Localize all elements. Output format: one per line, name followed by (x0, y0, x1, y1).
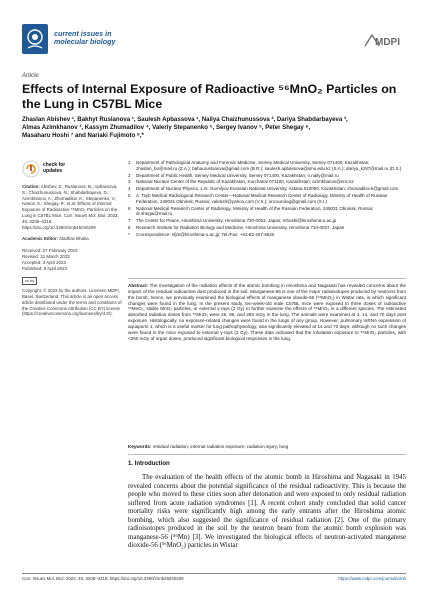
affiliation-text: Department of Public Health, Semey Medical University, Semey 071400, Kazakhstan; n.naily@mail.ru (136, 172, 339, 178)
mdpi-logo[interactable] (364, 34, 402, 48)
editor-label: Academic Editor: (22, 236, 59, 242)
affiliation-item (128, 179, 408, 185)
affiliation-text: Correspondence: nfjm@hiroshima-u.ac.jp; Tel./Fax: +81-82-257-5820 (136, 231, 275, 237)
affiliation-number: 2 (128, 172, 131, 178)
editor-block (22, 236, 122, 242)
affiliation-item (128, 186, 408, 192)
cc-license-icon[interactable]: cc by (22, 277, 37, 285)
check-updates-icon (22, 160, 40, 178)
correspondence (128, 232, 408, 238)
affiliation-item (128, 225, 408, 231)
footer-journal-link[interactable]: https://www.mdpi.com/journal/cimb (338, 576, 406, 581)
affiliation-number: 6 (128, 205, 131, 211)
citation-label: Citation: (22, 184, 40, 189)
authors-line3: Masaharu Hoshi ⁷ and Nariaki Fujimoto ⁸,* (22, 132, 144, 139)
citation-text: Abishev, Z.; Ruslanova, B.; Apbassova, S.; Chaizhunussova, N.; Shabdarbayeva, D.; Azimkhanov, A.; Zhumadilov, K.; Stepanenko, V.; Ivanov, S.; Shegay, P.; et al. Effects of Internal Exposure of Radioactive ⁵⁶MnO₂ Particles on the Lung in C57BL Mice. Curr. Issues Mol. Biol. 2023, 45, 3208–3218. https://doi.org/10.3390/cimb45040209 (22, 184, 119, 230)
affiliation-item (128, 218, 408, 224)
paper-title (22, 82, 402, 111)
editor-name: Madhav Bhatia (59, 236, 89, 242)
received-date: Received: 27 February 2023 (22, 248, 78, 254)
affiliation-number: 3 (128, 179, 131, 185)
journal-logo (22, 24, 48, 54)
affiliation-number: 5 (128, 192, 131, 198)
abstract-text: The investigation of the radiation effects of the atomic bombing in Hiroshima and Nagasaki has revealed concerns about the impact of the residual radioactive dust produced in the soil. Manganese-56 is one of the major radioisotopes produced by neutrons from the bomb; hence, we previously examined the biological effects of manganese dioxide-56 (⁵⁶MnO₂) in Wistar rats, in which significant changes were found in the lung. In the present study, ten-week-old male C57BL mice were exposed to three doses of radioactive ⁵⁶MnO₂, stable MnO₂ particles, or external γ-rays (2 Gy) to further examine the effects of ⁵⁶MnO₂ in a different species. The estimated absorbed radiation doses from ⁵⁶MnO₂ were 26, 96, and 250 mGy in the lung. The animals were examined at 3, 14, and 70 days post exposure. Histologically, no exposure-related changes were found in the lungs of any group. However, pulmonary mRNA expression of aquaporin 1, which is a useful marker for lung pathophysiology, was significantly elevated at 14 and 70 days, although no such changes were found in the mice exposed to external γ-rays (2 Gy). These data indicated that the inhalation exposure to ⁵⁶MnO₂ particles, with <250 mGy of organ doses, produced significant biological responses in the lung. (128, 283, 406, 341)
article-type: Article (22, 73, 39, 79)
affiliation-text: Research Institute for Radiation Biology and Medicine, Hiroshima University, Hiroshima 734-0037, Japan (136, 224, 345, 230)
citation-block (22, 184, 122, 230)
affiliation-number: * (128, 231, 130, 237)
affiliation-text: Department of Pathological Anatomy and Forensic Medicine, Semey Medical University, Semey 071400, Kazakhstan; zhaslan_bo@mail.ru (Z.A.); bahaurusloanva@gmail.com (B.R.); saulesh.apbassova@smu.edu.kz (S.A.); dariya_kz87@mail.ru (D.S.) (136, 160, 402, 171)
author-list (22, 116, 406, 140)
published-date: Published: 6 April 2023 (22, 265, 67, 271)
keywords-bottom-divider (128, 454, 406, 455)
paper-title-line2: the Lung in C57BL Mice (22, 96, 163, 111)
affiliation-item (128, 206, 408, 218)
accepted-date: Accepted: 3 April 2023 (22, 259, 66, 265)
affiliation-number: 4 (128, 186, 131, 192)
abstract (128, 283, 406, 341)
keywords (128, 444, 406, 450)
affiliation-text: National Medical Research Center of Radiology, Ministry of Health of the Russian Federation, 249031 Obninsk, Russia; dr.shegai@mail.ru (136, 205, 374, 217)
affiliation-number: 8 (128, 224, 131, 230)
check-for-updates[interactable] (22, 160, 122, 178)
authors-line2: Almas Azimkhanov ³, Kassym Zhumadilov ⁴, Valeriy Stepanenko ⁵, Sergey Ivanov ⁵, Peter Shegay ⁶, (22, 124, 311, 131)
journal-name-line1: current issues in (54, 29, 112, 38)
affiliation-number: 7 (128, 218, 131, 224)
check-updates-line2: updates (43, 168, 63, 174)
affiliation-item (128, 193, 408, 205)
affiliation-text: National Nuclear Center of the Republic of Kazakhstan, Kurchatov 071100, Kazakhstan; azimkhanov@nnc.kz (136, 179, 354, 185)
left-sidebar (22, 160, 122, 323)
revised-date: Revised: 31 March 2023 (22, 253, 70, 259)
affiliation-text: The Center for Peace, Hiroshima University, Hiroshima 730-0053, Japan; mhoshi@hiroshima-u.ac.jp (136, 218, 337, 224)
affiliation-text: A. Tsyb Medical Radiological Research Center—National Medical Research Center of Radiology, Ministry of Health of Russian Federation, 249031 Obninsk, Russia; valerisfr@yahoo.com (V.S.); oncourolog@gmail.com (S.I.) (136, 192, 388, 204)
check-updates-line1: check for (43, 162, 66, 169)
footer-divider (22, 573, 406, 574)
affiliations (128, 160, 408, 239)
affiliation-item (128, 173, 408, 179)
abstract-top-divider (128, 278, 406, 279)
page-footer (22, 576, 406, 581)
affiliation-item (128, 160, 408, 172)
authors-line1: Zhaslan Abishev ¹, Bakhyt Ruslanova ¹, Saulesh Apbassova ¹, Nailya Chaizhunussova ², Dariya Shabdarbayeva ³, (22, 116, 348, 123)
copyright-block (22, 277, 122, 317)
affiliation-text: Department of Nuclear Physics, L.N. Gumilyov Eurasian National University, Astana 010000, Kazakhstan; zhumadilov.k@gmail.com (136, 186, 399, 192)
mdpi-logo-text: MDPI (375, 37, 400, 48)
paper-title-line1: Effects of Internal Exposure of Radioactive ⁵⁶MnO₂ Particles on (22, 82, 397, 96)
affiliation-number: 1 (128, 160, 131, 165)
introduction-paragraph: The evaluation of the health effects of the atomic bomb in Hiroshima and Nagasaki in 1945 revealed concerns about the potential significance of the residual radioactivity. This is because the people who moved to these cities soon after detonation and were exposed to only residual radiation suffered from acute radiation syndromes [1]. A recent cohort study concluded that solid cancer mortality risks were significantly high among the early entrants after the Hiroshima atomic bombing, which also suggested the significance of residual radiation [2]. One of the primary radioisotopes produced in the soil by the neutron beam from the atomic bomb explosion was manganese-56 (⁵⁶Mn) [3]. We investigated the biological effects of neutron-activated manganese dioxide-56 (⁵⁶MnO₂) particles in Wistar (128, 474, 406, 549)
journal-name (54, 30, 116, 47)
introduction-text (128, 474, 406, 551)
keywords-text: residual radiation; internal radiation exposure; radiation injury; lung (152, 444, 289, 449)
section-heading-introduction: 1. Introduction (128, 461, 170, 467)
copyright-text: Copyright: © 2023 by the authors. Licensee MDPI, Basel, Switzerland. This article is an open access article distributed under the terms and conditions of the Creative Commons Attribution (CC BY) license (https://creativecommons.org/licenses/by/4.0/). (22, 288, 122, 317)
abstract-label: Abstract: (128, 283, 149, 288)
footer-citation[interactable]: Curr. Issues Mol. Biol. 2023, 45, 3208–3218. https://doi.org/10.3390/cimb45040209 (22, 576, 184, 581)
journal-name-line2: molecular biology (54, 37, 116, 47)
keywords-label: Keywords: (128, 444, 152, 449)
dates-block (22, 248, 122, 271)
